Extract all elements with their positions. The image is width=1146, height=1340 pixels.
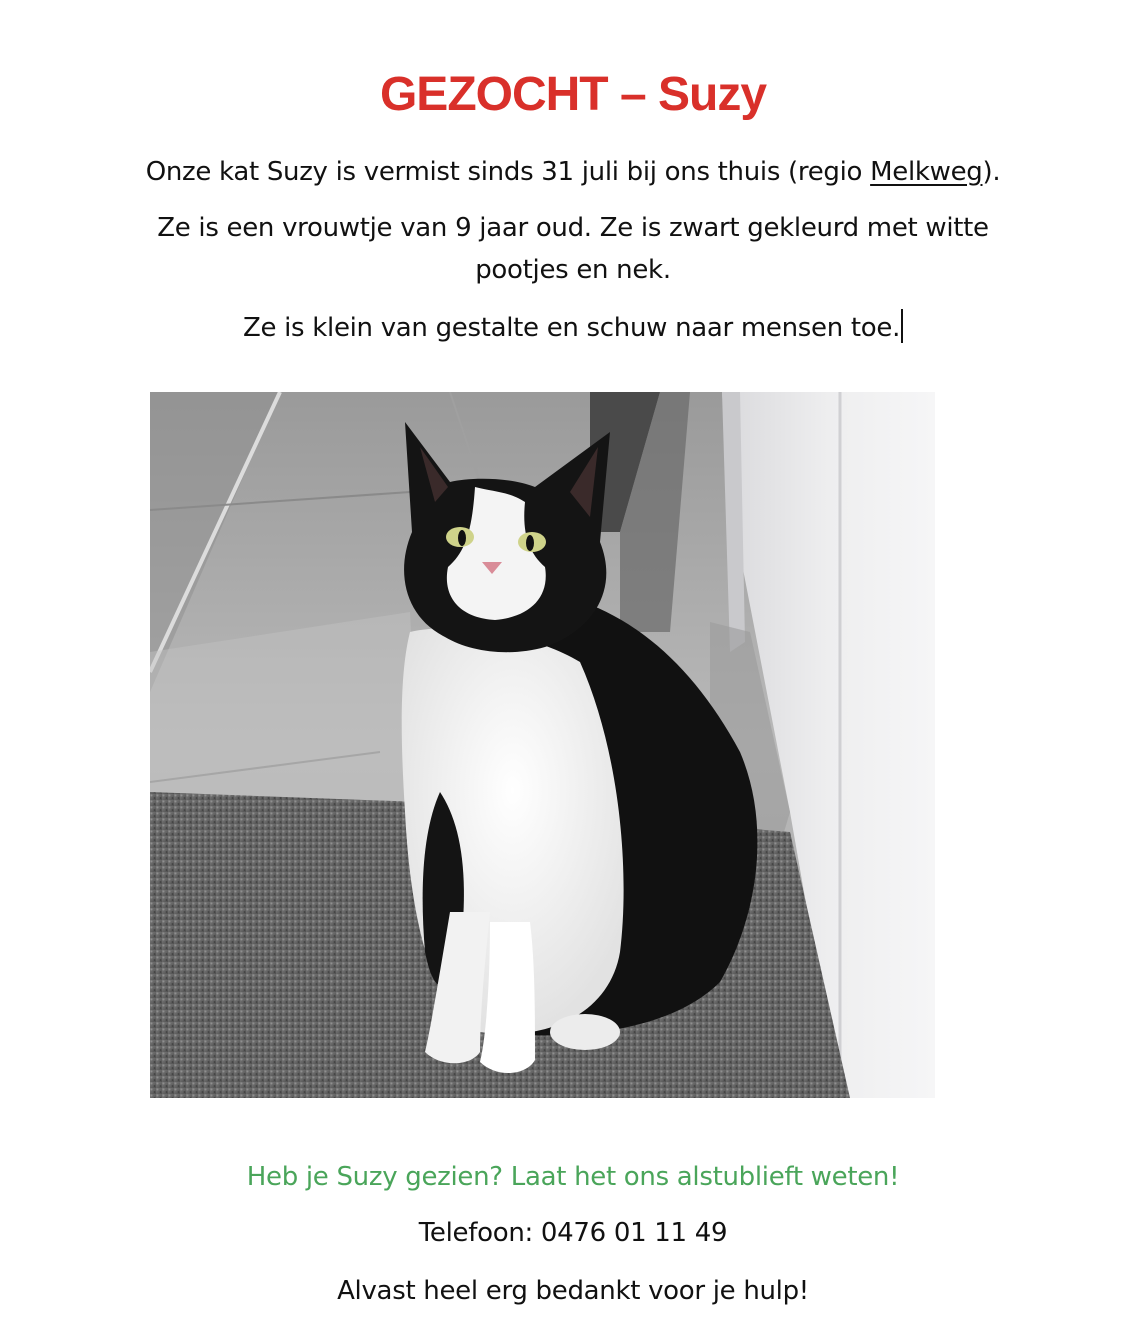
intro-paragraph	[0, 151, 1146, 193]
description-paragraph: Ze is een vrouwtje van 9 jaar oud. Ze is zwart gekleurd met witte pootjes en nek.	[157, 213, 989, 285]
intro-text-end: ).	[982, 157, 1001, 187]
melkweg-link[interactable]: Melkweg	[870, 157, 983, 187]
build-text: Ze is klein van gestalte en schuw naar mensen toe.	[242, 313, 901, 343]
intro-text: Onze kat Suzy is vermist sinds 31 juli bij ons thuis (regio	[145, 157, 871, 187]
poster-title: GEZOCHT – Suzy	[379, 68, 767, 121]
text-cursor	[901, 309, 903, 343]
call-to-action: Heb je Suzy gezien? Laat het ons alstublieft weten!	[246, 1162, 900, 1192]
cat-photo	[150, 392, 935, 1098]
thanks-message: Alvast heel erg bedankt voor je hulp!	[337, 1276, 809, 1306]
phone-number: Telefoon: 0476 01 11 49	[418, 1218, 728, 1248]
build-paragraph[interactable]	[0, 307, 1146, 349]
